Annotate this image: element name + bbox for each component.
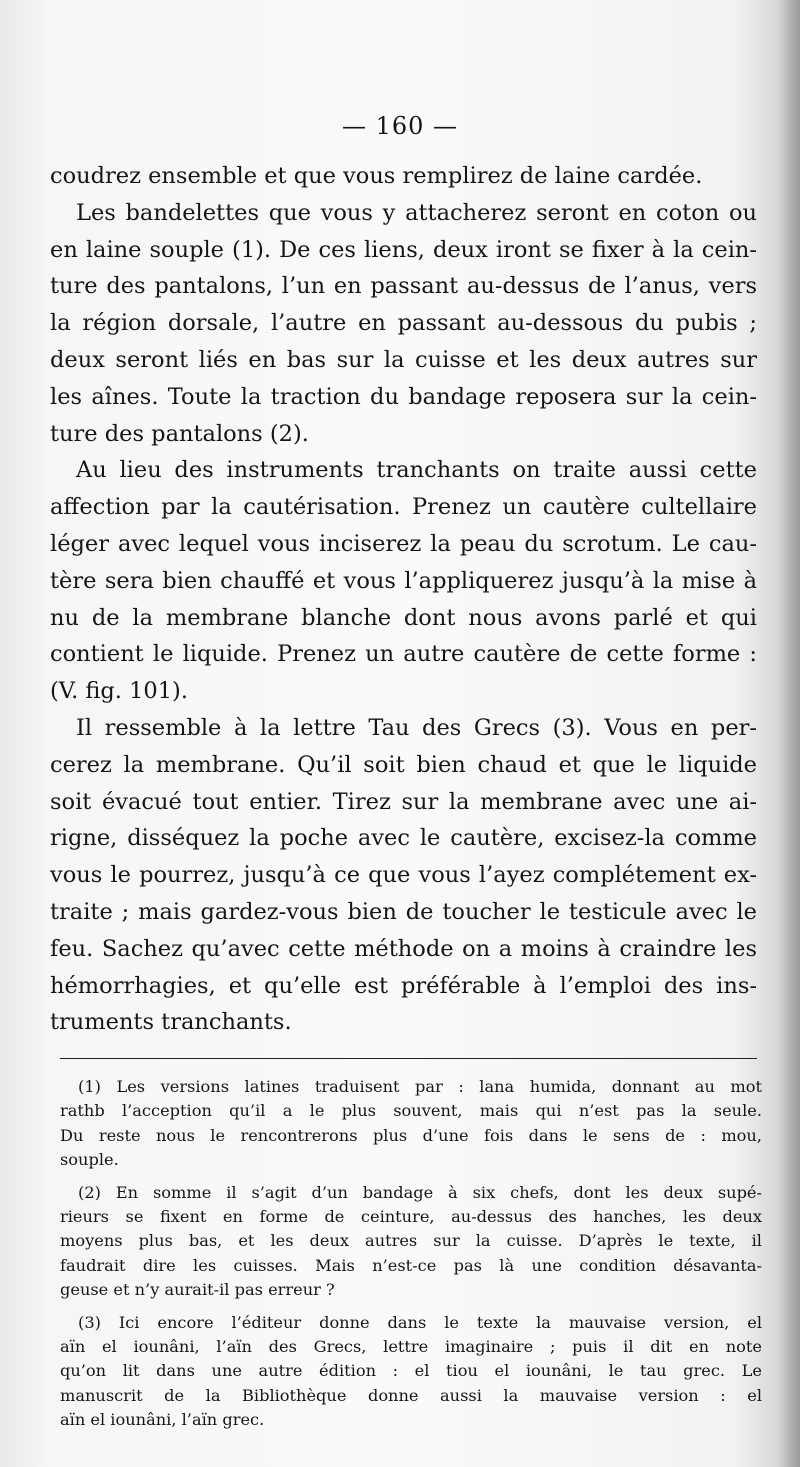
footnote-line: manuscrit de la Bibliothèque donne aussi la mauvaise version : el [60,1385,762,1405]
footnote-1 [60,1075,762,1173]
text-line: la région dorsale, l’autre en passant au-dessous du pubis ; [50,310,757,337]
text-line: en laine souple (1). De ces liens, deux iront se fixer à la cein- [50,236,757,263]
footnote-line: qu’on lit dans une autre édition : el tiou el iounâni, le tau grec. Le [60,1361,762,1381]
footnote-separator [60,1058,757,1059]
text-line: deux seront liés en bas sur la cuisse et les deux autres sur [50,346,757,373]
footnote-line: (3) Ici encore l’éditeur donne dans le texte la mauvaise version, el [78,1312,762,1332]
footnote-gap [60,1173,762,1181]
text-line: tère sera bien chauffé et vous l’appliquerez jusqu’à la mise à [50,567,757,594]
footnote-line: geuse et n’y aurait-il pas erreur ? [60,1280,335,1300]
text-line: Il ressemble à la lettre Tau des Grecs (3). Vous en per- [76,714,757,741]
text-line: feu. Sachez qu’avec cette méthode on a moins à craindre les [50,935,757,962]
footnote-2 [60,1181,762,1303]
text-line: (V. fig. 101). [50,678,188,705]
text-line: affection par la cautérisation. Prenez un cautère cultellaire [50,494,757,521]
text-line: traite ; mais gardez-vous bien de toucher le testicule avec le [50,898,757,925]
footnote-3 [60,1311,762,1433]
text-line: les aînes. Toute la traction du bandage reposera sur la cein- [50,383,757,410]
text-line: Au lieu des instruments tranchants on traite aussi cette [76,457,757,484]
text-line: coudrez ensemble et que vous remplirez de laine cardée. [50,163,703,189]
main-text [50,158,757,1041]
text-line: nu de la membrane blanche dont nous avons parlé et qui [50,604,757,631]
footnote-line: (1) Les versions latines traduisent par : lana humida, donnant au mot [78,1077,762,1096]
footnote-line: aïn el iounâni, l’aïn des Grecs, lettre imaginaire ; puis il dit en note [60,1336,762,1356]
text-line: ture des pantalons, l’un en passant au-dessus de l’anus, vers [50,273,757,300]
footnote-line: (2) En somme il s’agit d’un bandage à six chefs, dont les deux supé- [78,1182,762,1202]
footnote-line: moyens plus bas, et les deux autres sur la cuisse. D’après le texte, il [60,1231,762,1251]
text-line: ture des pantalons (2). [50,420,309,447]
page-edge-shadow [778,0,800,1467]
text-line: Les bandelettes que vous y attacherez seront en coton ou [76,199,757,226]
footnote-line: souple. [60,1150,119,1170]
text-line: cerez la membrane. Qu’il soit bien chaud et que le liquide [50,751,757,778]
footnote-line: aïn el iounâni, l’aïn grec. [60,1410,265,1430]
page-number: — 160 — [341,112,459,140]
footnote-line: rieurs se fixent en forme de ceinture, au-dessus des hanches, les deux [60,1206,762,1226]
text-line: hémorrhagies, et qu’elle est préférable à l’emploi des ins- [50,972,757,999]
text-line: vous le pourrez, jusqu’à ce que vous l’ayez complétement ex- [50,862,757,889]
text-line: léger avec lequel vous inciserez la peau du scrotum. Le cau- [50,530,757,557]
text-line: truments tranchants. [50,1009,292,1036]
footnote-line: faudrait dire les cuisses. Mais n’est-ce pas là une condition désavanta- [60,1255,762,1275]
footnotes [60,1075,762,1432]
footnote-line: rathb l’acception qu’il a le plus souvent, mais qui n’est pas la seule. [60,1101,762,1121]
text-line: rigne, disséquez la poche avec le cautère, excisez-la comme [50,825,757,852]
footnote-gap [60,1303,762,1311]
text-line: soit évacué tout entier. Tirez sur la membrane avec une ai- [50,788,757,815]
text-line: contient le liquide. Prenez un autre cautère de cette forme : [50,641,757,668]
footnote-line: Du reste nous le rencontrerons plus d’une fois dans le sens de : mou, [60,1125,762,1145]
